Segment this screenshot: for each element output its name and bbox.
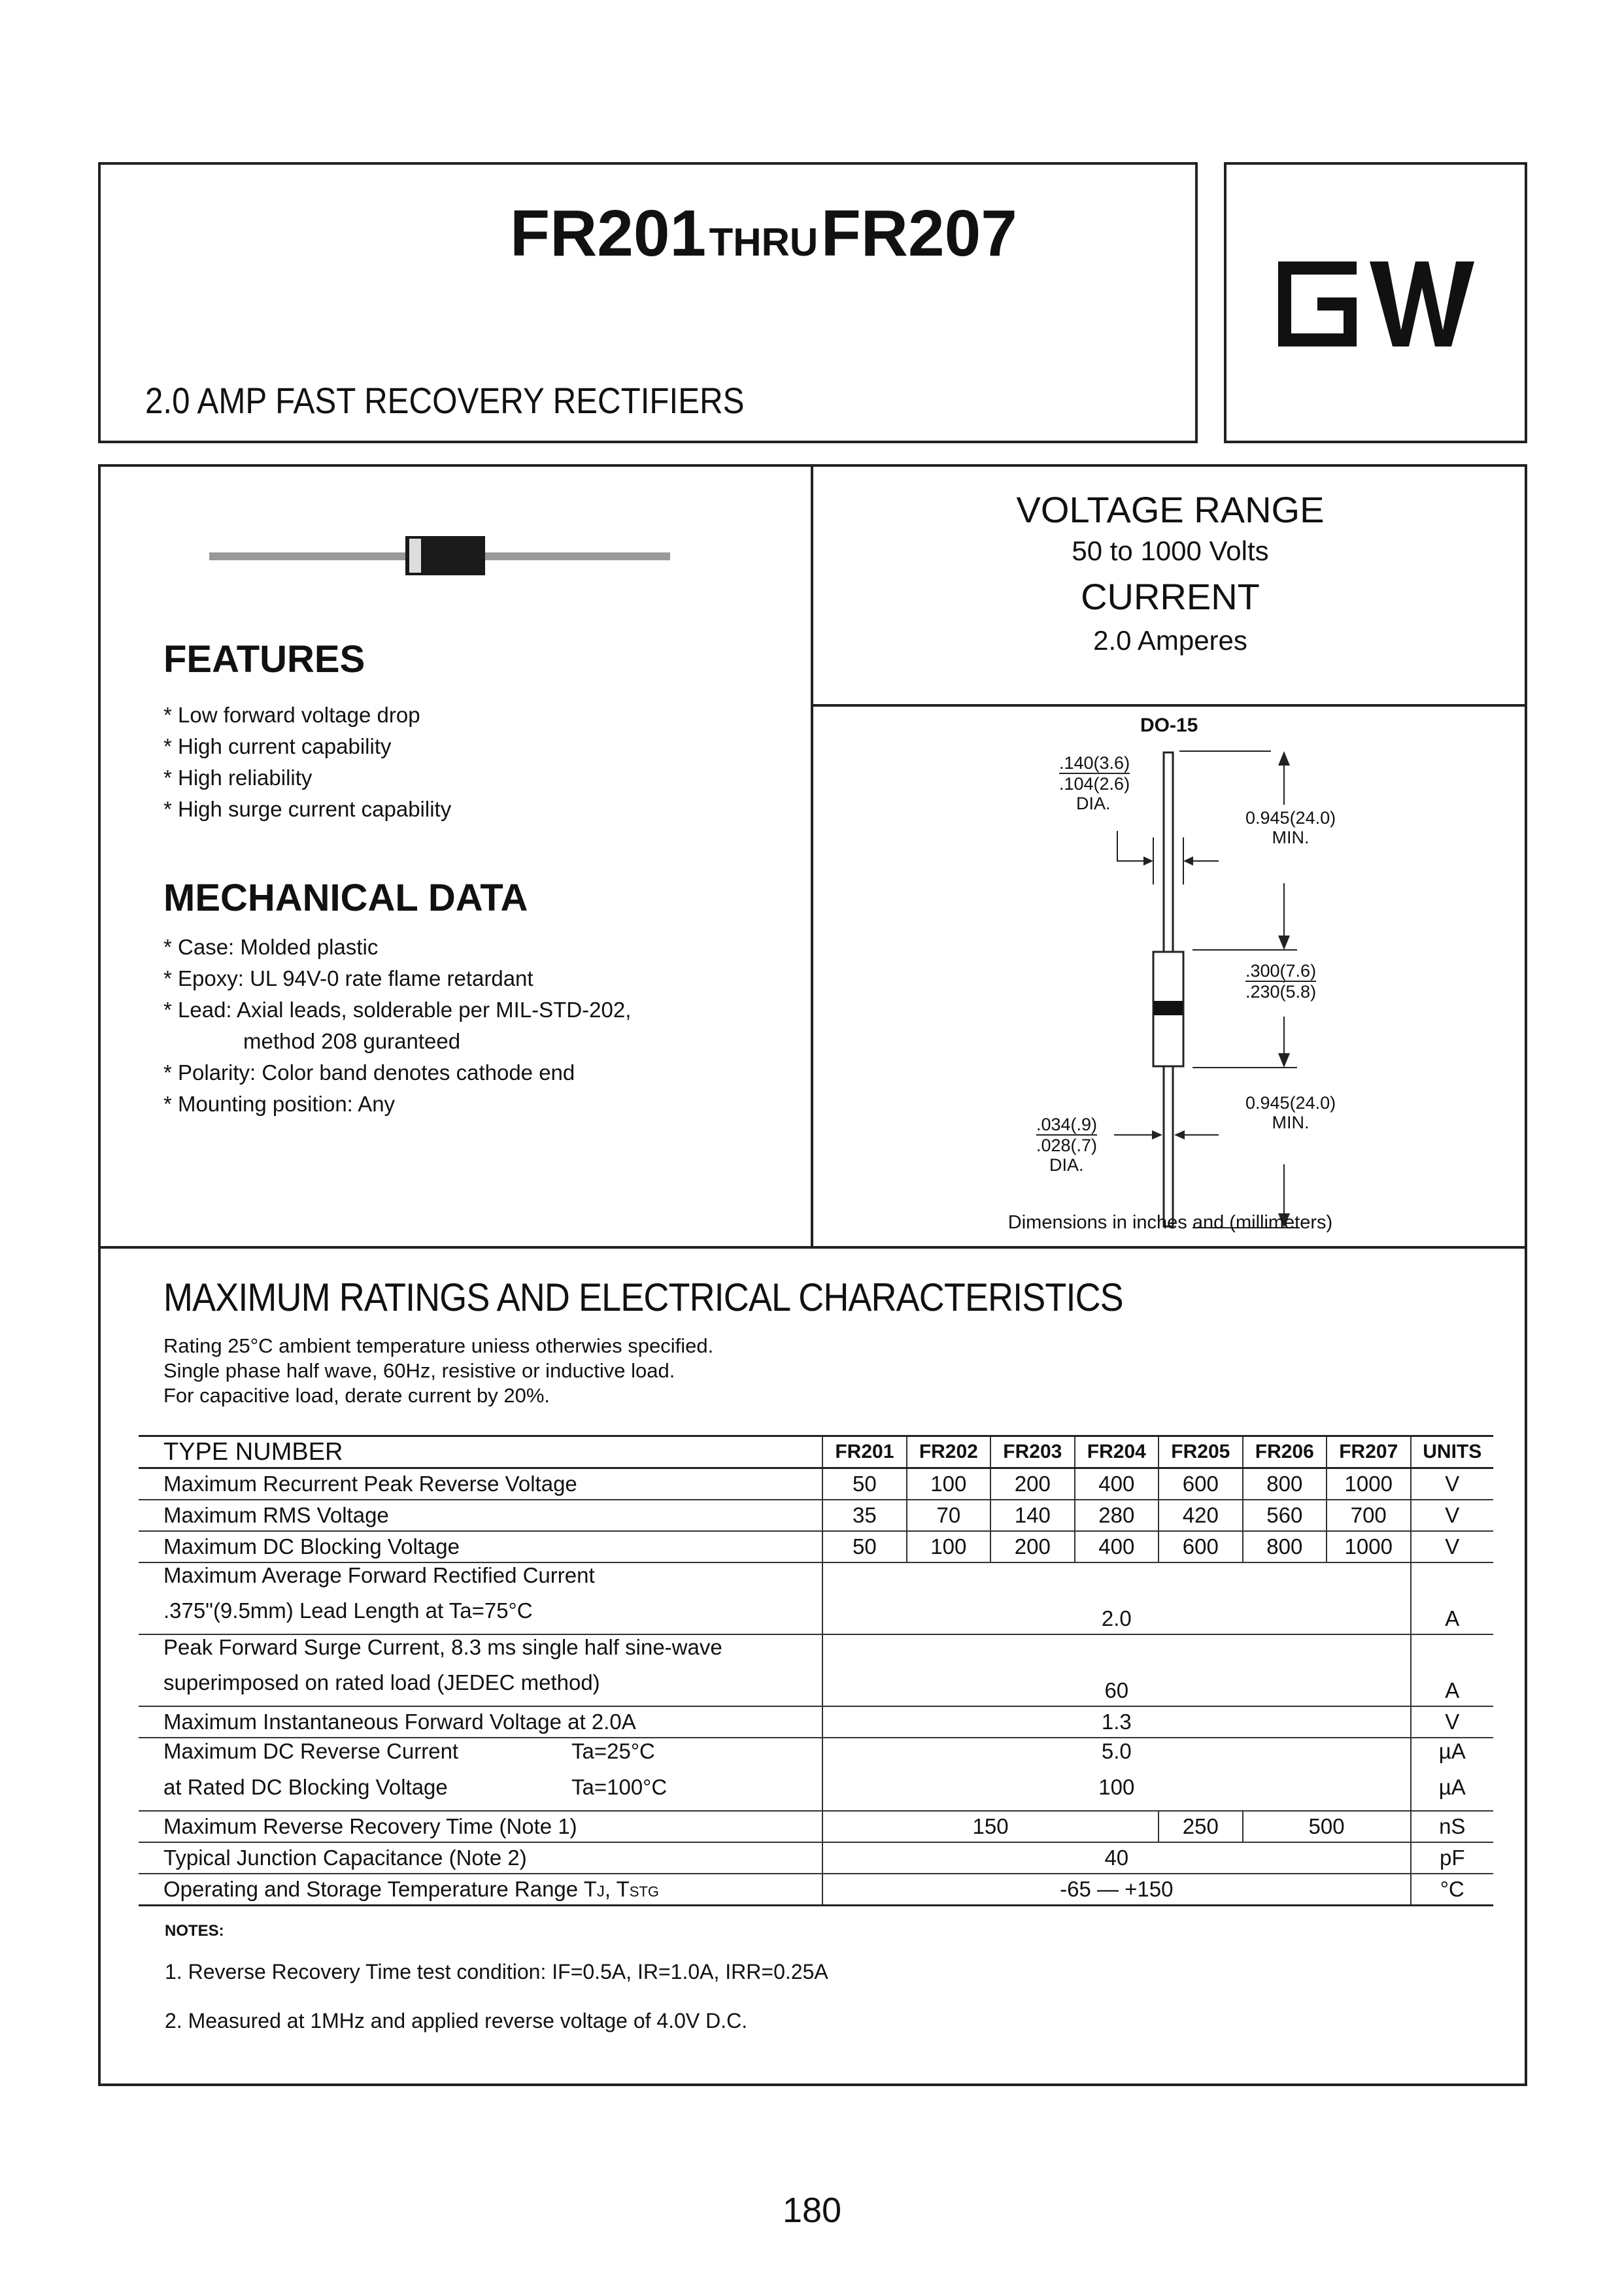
dimension-footnote: Dimensions in inches and (millimeters) bbox=[1007, 1212, 1333, 1233]
lead-dia-label: .034(.9) .028(.7) DIA. bbox=[1036, 1115, 1098, 1175]
header-cell: FR207 bbox=[1327, 1436, 1410, 1468]
gw-logo bbox=[1272, 255, 1481, 353]
list-item: * High current capability bbox=[163, 734, 392, 758]
header-cell: FR204 bbox=[1075, 1436, 1159, 1468]
table-row: Peak Forward Surge Current, 8.3 ms single half sine-wave superimposed on rated load (JEDEC method) 60 A bbox=[139, 1634, 1493, 1706]
current-title: CURRENT bbox=[1081, 576, 1260, 617]
header-cell: FR206 bbox=[1243, 1436, 1327, 1468]
page-number: 180 bbox=[782, 2191, 842, 2230]
table-row: Maximum Reverse Recovery Time (Note 1) 150 250 500 nS bbox=[139, 1811, 1493, 1842]
body-dia-label: .140(3.6) .104(2.6) DIA. bbox=[1059, 753, 1130, 813]
list-item: * High reliability bbox=[163, 766, 313, 790]
table-row: Maximum Recurrent Peak Reverse Voltage 50 100 200 400 600 800 1000 V bbox=[139, 1468, 1493, 1500]
header-cell: FR205 bbox=[1159, 1436, 1242, 1468]
top-lead-length-label: 0.945(24.0) MIN. bbox=[1245, 808, 1336, 847]
range-block bbox=[813, 487, 1527, 657]
page-title bbox=[510, 196, 1017, 271]
table-row: Maximum DC Reverse Current Ta=25°C at Rated DC Blocking Voltage Ta=100°C 5.0 100 µA µA bbox=[139, 1738, 1493, 1811]
notes bbox=[165, 1922, 828, 2033]
list-item: method 208 guranteed bbox=[243, 1029, 461, 1053]
header-cell: FR201 bbox=[822, 1436, 906, 1468]
table-header-row bbox=[139, 1436, 1493, 1468]
package-drawing bbox=[813, 707, 1527, 1249]
list-item: * High surge current capability bbox=[163, 797, 452, 821]
table-row: Maximum RMS Voltage 35 70 140 280 420 560 700 V bbox=[139, 1500, 1493, 1531]
mechanical-heading: MECHANICAL DATA bbox=[163, 877, 528, 919]
ratings-table bbox=[139, 1435, 1493, 1906]
list-item: * Low forward voltage drop bbox=[163, 703, 420, 727]
condition-line: Single phase half wave, 60Hz, resistive or inductive load. bbox=[163, 1359, 675, 1382]
list-item: * Polarity: Color band denotes cathode end bbox=[163, 1060, 575, 1085]
part-first: FR201 bbox=[510, 197, 707, 270]
header-cell: FR202 bbox=[907, 1436, 990, 1468]
mechanical-list bbox=[163, 932, 631, 1120]
table-row: Operating and Storage Temperature Range TJ, TSTG -65 — +150 °C bbox=[139, 1874, 1493, 1906]
notes-heading: NOTES: bbox=[165, 1922, 224, 1940]
package-name: DO-15 bbox=[1140, 715, 1198, 736]
part-last: FR207 bbox=[820, 197, 1017, 270]
header-cell: UNITS bbox=[1411, 1436, 1494, 1468]
list-item: * Epoxy: UL 94V-0 rate flame retardant bbox=[163, 966, 533, 990]
features-list bbox=[163, 700, 451, 825]
product-subtitle: 2.0 AMP FAST RECOVERY RECTIFIERS bbox=[145, 380, 745, 421]
current-value: 2.0 Amperes bbox=[1093, 625, 1247, 656]
bottom-lead-length-label: 0.945(24.0) MIN. bbox=[1245, 1093, 1336, 1132]
header-cell: FR203 bbox=[990, 1436, 1074, 1468]
list-item: * Mounting position: Any bbox=[163, 1092, 396, 1116]
table-row: Typical Junction Capacitance (Note 2) 40 pF bbox=[139, 1842, 1493, 1874]
body-length-label: .300(7.6) .230(5.8) bbox=[1245, 961, 1317, 1002]
thru-word: THRU bbox=[709, 220, 819, 264]
table-row: Maximum DC Blocking Voltage 50 100 200 400 600 800 1000 V bbox=[139, 1531, 1493, 1562]
gw-logo-mark bbox=[1272, 255, 1481, 353]
list-item: * Case: Molded plastic bbox=[163, 935, 379, 959]
ratings-conditions bbox=[163, 1334, 713, 1408]
header-cell: TYPE NUMBER bbox=[139, 1436, 822, 1468]
note-item: 1. Reverse Recovery Time test condition: IF=0.5A, IR=1.0A, IRR=0.25A bbox=[165, 1960, 828, 1983]
note-item: 2. Measured at 1MHz and applied reverse voltage of 4.0V D.C. bbox=[165, 2009, 748, 2033]
diode-image bbox=[209, 533, 670, 579]
table-row: Maximum Instantaneous Forward Voltage at 2.0A 1.3 V bbox=[139, 1706, 1493, 1738]
ratings-title: MAXIMUM RATINGS AND ELECTRICAL CHARACTERISTICS bbox=[163, 1275, 1123, 1319]
voltage-range-value: 50 to 1000 Volts bbox=[1072, 535, 1269, 566]
list-item: * Lead: Axial leads, solderable per MIL-STD-202, bbox=[163, 998, 632, 1022]
table-row: Maximum Average Forward Rectified Current .375"(9.5mm) Lead Length at Ta=75°C 2.0 A bbox=[139, 1562, 1493, 1634]
features-heading: FEATURES bbox=[163, 638, 365, 681]
condition-line: For capacitive load, derate current by 20%. bbox=[163, 1384, 550, 1407]
condition-line: Rating 25°C ambient temperature uniess otherwies specified. bbox=[163, 1334, 714, 1357]
voltage-range-title: VOLTAGE RANGE bbox=[1016, 489, 1325, 530]
